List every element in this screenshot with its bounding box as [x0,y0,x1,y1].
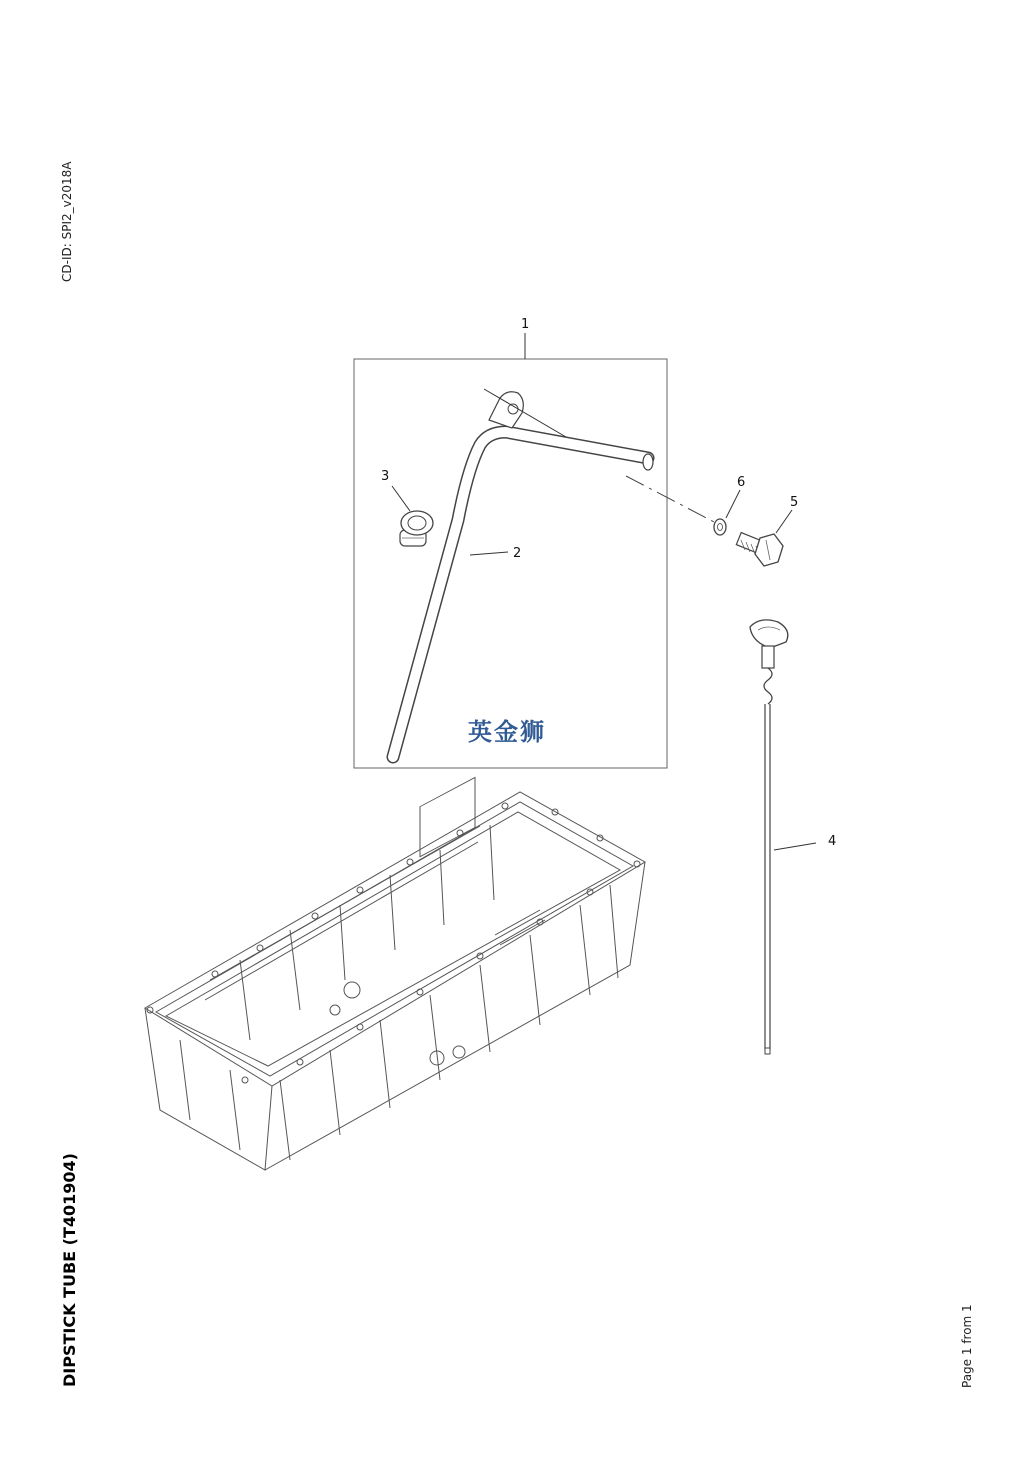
oil-pan-part [145,777,645,1170]
callout-3: 3 [381,469,390,484]
callout-leader-2 [470,552,508,555]
callout-leader-4 [774,843,816,850]
callout-5: 5 [790,495,799,510]
dipstick-tube-part [393,389,653,757]
callout-2: 2 [513,546,522,561]
cd-id-label: CD-ID: SPI2_v2018A [60,161,74,282]
dipstick-part [750,620,788,1054]
callout-6: 6 [737,475,746,490]
bolt-part [736,533,783,566]
page-title: DIPSTICK TUBE (T401904) [60,1153,79,1387]
callout-leader-3 [392,486,410,511]
callout-4: 4 [828,834,837,849]
grommet-part [400,511,433,546]
watermark-logo: 英金狮 [468,718,546,746]
callout-leader-6 [726,490,740,518]
callout-1: 1 [521,317,530,332]
page-indicator: Page 1 from 1 [960,1304,974,1388]
alignment-centerline [626,476,718,524]
callout-leader-5 [776,510,792,533]
